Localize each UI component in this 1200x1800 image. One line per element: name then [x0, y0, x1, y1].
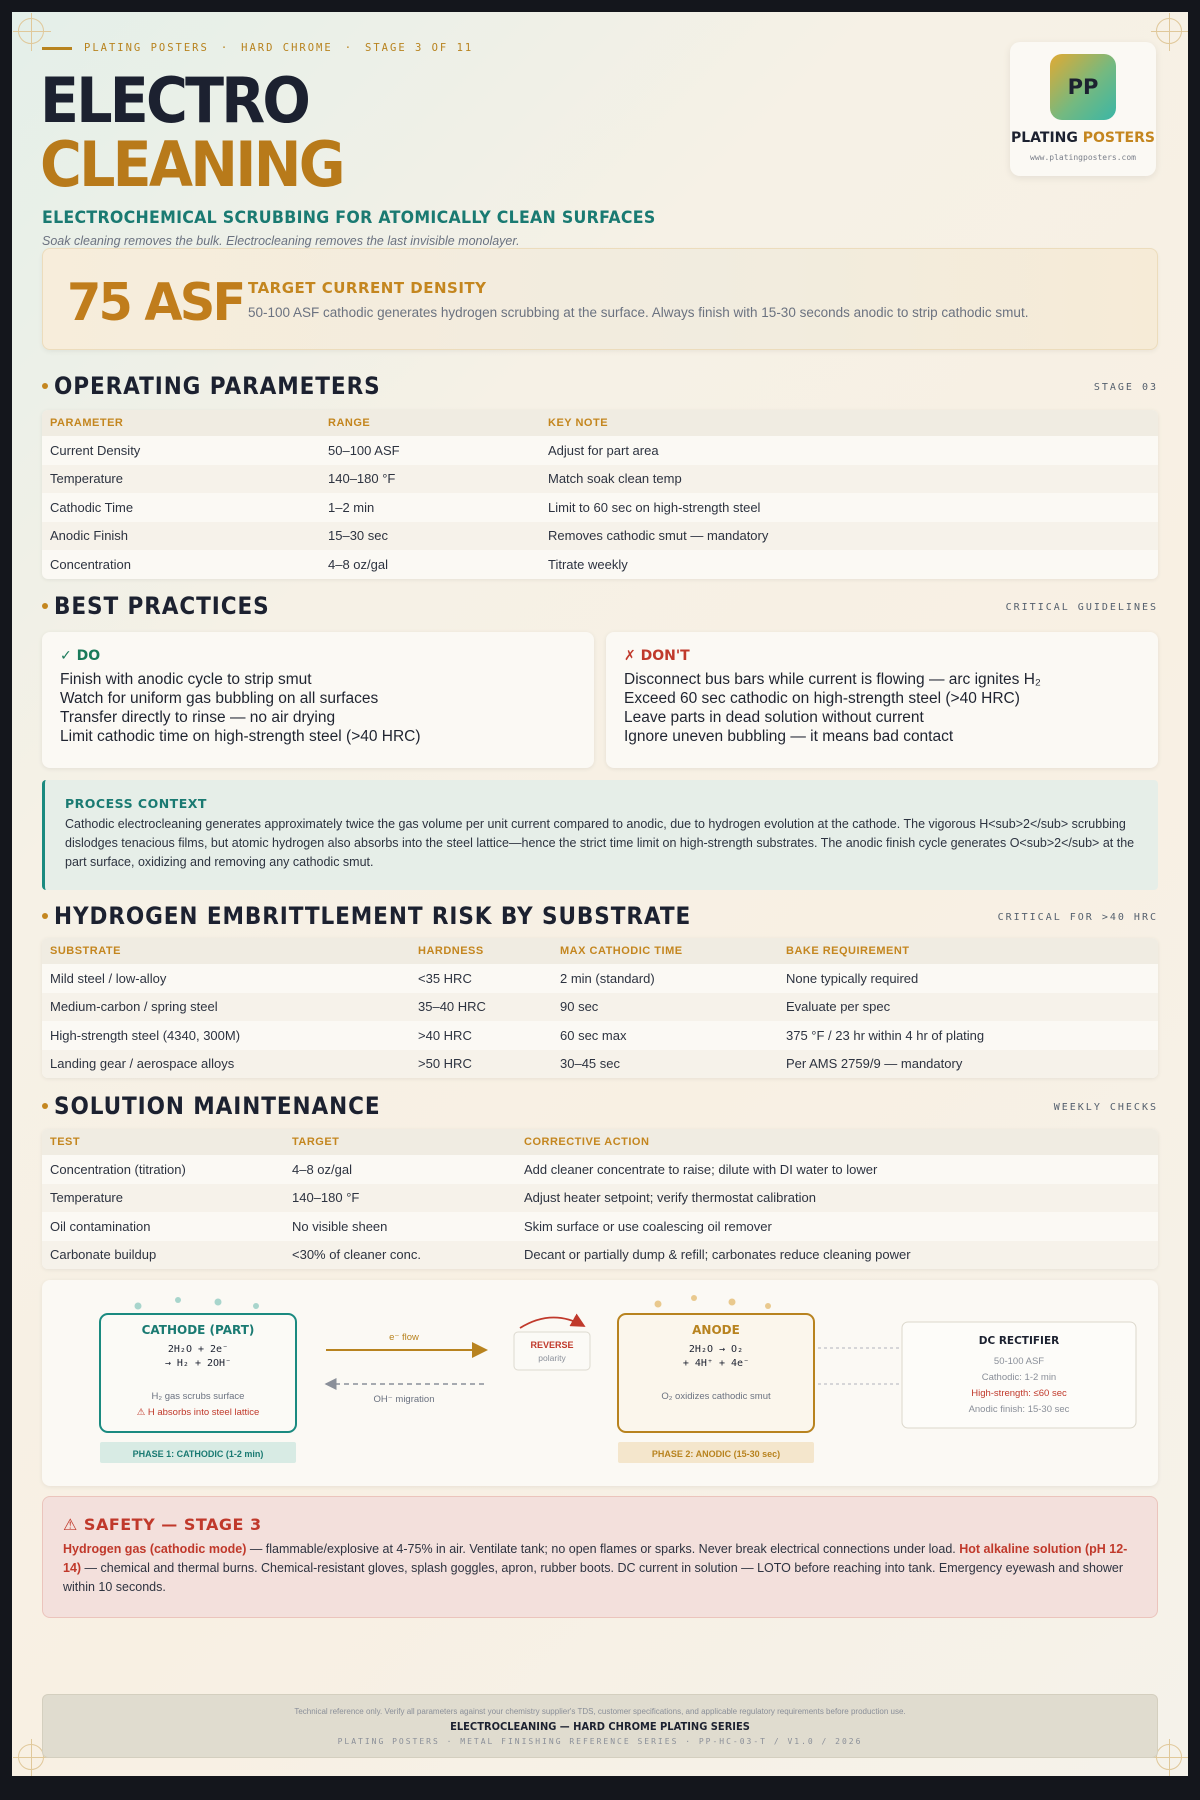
table-header-row	[42, 938, 1158, 964]
section-title: SOLUTION MAINTENANCE	[54, 1092, 381, 1120]
operating-table	[42, 410, 1158, 579]
table-row	[42, 1021, 1158, 1050]
polarity-label: polarity	[538, 1353, 566, 1363]
table-cell: Carbonate buildup	[42, 1241, 284, 1270]
electron-flow-label: e⁻ flow	[389, 1332, 419, 1343]
kicker-stage: STAGE 3 OF 11	[365, 42, 474, 54]
safety-highlight: Hydrogen gas (cathodic mode)	[63, 1542, 247, 1556]
section-title: OPERATING PARAMETERS	[54, 372, 381, 400]
context-heading: PROCESS CONTEXT	[65, 796, 207, 811]
electrochemistry-diagram	[42, 1280, 1158, 1486]
title-line-1: ELECTRO	[40, 64, 309, 137]
title-line-2: CLEANING	[40, 128, 343, 201]
diagram-svg	[42, 1280, 1158, 1486]
table-header-row	[42, 410, 1158, 436]
oxygen-bubbles	[655, 1295, 772, 1309]
kicker-separator: ·	[220, 42, 230, 54]
reverse-label: REVERSE	[530, 1340, 574, 1350]
safety-heading: ⚠ SAFETY — STAGE 3	[63, 1515, 262, 1534]
hero-value: 75 ASF	[67, 273, 244, 333]
embrittlement-table	[42, 938, 1158, 1078]
hero-description: 50-100 ASF cathodic generates hydrogen scrubbing at the surface. Always finish with 15-30 seconds anodic to strip cathodic smut.	[248, 305, 1029, 320]
table-cell: 4–8 oz/gal	[328, 556, 388, 572]
table-cell: Decant or partially dump & refill; carbonates reduce cleaning power	[516, 1241, 1158, 1270]
cathode-phase-label: PHASE 1: CATHODIC (1-2 min)	[132, 1449, 264, 1459]
column-header: SUBSTRATE	[42, 938, 410, 964]
table-cell: 4–8 oz/gal	[292, 1161, 352, 1177]
safety-highlight: Hot alkaline solution (pH 12-14)	[63, 1542, 1128, 1575]
table-row	[42, 1241, 1158, 1270]
table-row	[42, 522, 1158, 551]
section-tag: WEEKLY CHECKS	[1053, 1102, 1158, 1113]
list-item: Finish with anodic cycle to strip smut	[60, 671, 312, 688]
safety-body: — flammable/explosive at 4-75% in air. Ventilate tank; no open flames or sparks. Never break electrical connections under load.	[246, 1542, 960, 1556]
reverse-arc-icon	[520, 1317, 584, 1328]
table-cell: Adjust for part area	[548, 442, 659, 458]
crosshair-top-right	[1156, 18, 1182, 44]
column-header: MAX CATHODIC TIME	[552, 938, 778, 964]
maintenance-heading	[42, 1092, 417, 1120]
cathode-equation-2: → H₂ + 2OH⁻	[164, 1358, 232, 1369]
logo-name-part2: POSTERS	[1082, 130, 1155, 146]
table-row	[42, 550, 1158, 579]
table-cell: Limit to 60 sec on high-strength steel	[548, 499, 761, 515]
kicker-bar	[42, 47, 72, 50]
kicker-brand: PLATING POSTERS	[84, 42, 209, 54]
table-row	[42, 964, 1158, 993]
logo-url: www.platingposters.com	[1030, 153, 1136, 162]
table-row	[42, 1184, 1158, 1213]
cathode-note-2: ⚠ H absorbs into steel lattice	[136, 1407, 260, 1418]
rectifier-title: DC RECTIFIER	[978, 1335, 1060, 1347]
rectifier-line: Anodic finish: 15-30 sec	[968, 1404, 1070, 1415]
table-cell: 140–180 °F	[320, 465, 540, 494]
cathode-equation-1: 2H₂O + 2e⁻	[167, 1344, 229, 1355]
table-cell: No visible sheen	[292, 1218, 388, 1234]
table-cell: 60 sec max	[560, 1027, 627, 1043]
table-cell: Concentration	[50, 556, 131, 572]
hydrogen-bubbles	[135, 1297, 260, 1310]
crosshair-bottom-left	[18, 1744, 44, 1770]
anode-title: ANODE	[692, 1323, 740, 1337]
rectifier-line: Cathodic: 1-2 min	[981, 1372, 1057, 1383]
operating-heading	[42, 372, 417, 400]
anode-note: O₂ oxidizes cathodic smut	[661, 1391, 771, 1402]
table-cell: <35 HRC	[418, 970, 472, 986]
do-heading: ✓ DO	[60, 648, 101, 664]
table-cell: 30–45 sec	[552, 1050, 778, 1079]
hydroxide-migration-label: OH⁻ migration	[373, 1394, 435, 1405]
table-cell: Add cleaner concentrate to raise; dilute with DI water to lower	[524, 1161, 878, 1177]
section-tag: CRITICAL FOR >40 HRC	[997, 912, 1158, 923]
footer	[42, 1694, 1158, 1758]
table-cell: Skim surface or use coalescing oil remover	[524, 1218, 772, 1234]
table-cell: Current Density	[50, 442, 141, 458]
footer-series: ELECTROCLEANING — HARD CHROME PLATING SERIES	[450, 1720, 750, 1733]
rectifier-line: 50-100 ASF	[993, 1356, 1045, 1367]
section-title: BEST PRACTICES	[54, 592, 270, 620]
dont-card	[606, 632, 1158, 768]
column-header: TEST	[42, 1129, 284, 1155]
table-cell: 140–180 °F	[284, 1184, 516, 1213]
table-row	[42, 1155, 1158, 1184]
table-cell: Medium-carbon / spring steel	[42, 993, 410, 1022]
crosshair-top-left	[18, 18, 44, 44]
list-item: Disconnect bus bars while current is flowing — arc ignites H₂	[624, 671, 1041, 688]
column-header: TARGET	[284, 1129, 516, 1155]
column-header: RANGE	[320, 410, 540, 436]
table-row	[42, 993, 1158, 1022]
table-cell: Anodic Finish	[42, 522, 320, 551]
table-cell: Titrate weekly	[548, 556, 628, 572]
table-cell: Cathodic Time	[50, 499, 134, 515]
column-header: KEY NOTE	[540, 410, 1158, 436]
table-cell: Mild steel / low-alloy	[50, 970, 167, 986]
section-tag: STAGE 03	[1093, 382, 1158, 393]
table-cell: Temperature	[42, 465, 320, 494]
table-row	[42, 436, 1158, 465]
cathode-note-1: H₂ gas scrubs surface	[151, 1391, 245, 1402]
cathode-title: CATHODE (PART)	[141, 1323, 255, 1337]
kicker-separator: ·	[344, 42, 354, 54]
safety-text	[63, 1540, 1137, 1597]
section-tag: CRITICAL GUIDELINES	[1005, 602, 1158, 613]
list-item: Exceed 60 sec cathodic on high-strength steel (>40 HRC)	[624, 690, 1020, 707]
anode-equation-2: + 4H⁺ + 4e⁻	[682, 1358, 750, 1369]
column-header: HARDNESS	[410, 938, 552, 964]
table-cell: <30% of cleaner conc.	[284, 1241, 516, 1270]
list-item: Ignore uneven bubbling — it means bad contact	[624, 728, 954, 745]
table-cell: 50–100 ASF	[328, 442, 400, 458]
safety-body: — chemical and thermal burns. Chemical-resistant gloves, splash goggles, apron, rubber boots. DC current in solution — LOTO before reaching into tank. Emergency eyewash and shower within 10 seconds.	[63, 1561, 1124, 1594]
embrittlement-heading	[42, 902, 762, 930]
kicker-series: HARD CHROME	[241, 42, 333, 54]
bullet-dot	[42, 603, 48, 609]
column-header: BAKE REQUIREMENT	[778, 938, 1158, 964]
table-cell: 2 min (standard)	[560, 970, 655, 986]
logo-name	[1010, 130, 1156, 146]
table-cell: None typically required	[786, 970, 919, 986]
list-item: Transfer directly to rinse — no air drying	[60, 709, 336, 726]
rectifier-line-warning: High-strength: ≤60 sec	[971, 1388, 1067, 1399]
reverse-polarity-box	[514, 1332, 590, 1370]
bullet-dot	[42, 1103, 48, 1109]
crosshair-bottom-right	[1156, 1744, 1182, 1770]
bullet-dot	[42, 913, 48, 919]
safety-callout	[42, 1496, 1158, 1618]
table-cell: Temperature	[42, 1184, 284, 1213]
hero-callout	[42, 248, 1158, 350]
context-text: Cathodic electrocleaning generates approximately twice the gas volume per unit current compared to anodic, due to hydrogen evolution at the cathode. The vigorous H<sub>2</sub> scrubbing dislodges tenacious films, but atomic hydrogen also absorbs into the steel lattice—hence the strict time limit on high-strength substrates. The anodic finish cycle generates O<sub>2</sub> at the part surface, oxidizing and removing any cathodic smut.	[65, 817, 1135, 869]
table-row	[42, 493, 1158, 522]
table-cell: Concentration (titration)	[50, 1161, 186, 1177]
table-cell: 15–30 sec	[320, 522, 540, 551]
process-context	[42, 780, 1158, 890]
table-cell: Landing gear / aerospace alloys	[42, 1050, 410, 1079]
footer-disclaimer: Technical reference only. Verify all parameters against your chemistry supplier's TDS, customer specifications, and applicable regulatory requirements before production use.	[294, 1707, 906, 1716]
logo-mark: PP	[1050, 54, 1116, 120]
poster	[12, 12, 1188, 1776]
table-cell: Per AMS 2759/9 — mandatory	[778, 1050, 1158, 1079]
subtitle: ELECTROCHEMICAL SCRUBBING FOR ATOMICALLY CLEAN SURFACES	[42, 208, 656, 228]
list-item: Limit cathodic time on high-strength steel (>40 HRC)	[60, 728, 421, 745]
table-header-row	[42, 1129, 1158, 1155]
table-cell: >50 HRC	[410, 1050, 552, 1079]
maintenance-table	[42, 1129, 1158, 1269]
table-row	[42, 465, 1158, 494]
logo-card	[1010, 42, 1156, 176]
table-cell: 90 sec	[552, 993, 778, 1022]
table-cell: Oil contamination	[50, 1218, 151, 1234]
table-cell: Evaluate per spec	[778, 993, 1158, 1022]
footer-meta: PLATING POSTERS · METAL FINISHING REFERENCE SERIES · PP-HC-03-T / V1.0 / 2026	[337, 1737, 863, 1746]
hero-label: TARGET CURRENT DENSITY	[248, 279, 487, 297]
do-card	[42, 632, 594, 768]
table-cell: Removes cathodic smut — mandatory	[540, 522, 1158, 551]
dont-heading: ✗ DON'T	[624, 648, 690, 664]
bullet-dot	[42, 383, 48, 389]
table-cell: 35–40 HRC	[410, 993, 552, 1022]
table-row	[42, 1212, 1158, 1241]
table-cell: >40 HRC	[418, 1027, 472, 1043]
column-header: CORRECTIVE ACTION	[516, 1129, 1158, 1155]
practices-heading	[42, 592, 294, 620]
kicker	[42, 42, 473, 54]
table-row	[42, 1050, 1158, 1079]
anode-phase-label: PHASE 2: ANODIC (15-30 sec)	[651, 1449, 781, 1459]
table-cell: High-strength steel (4340, 300M)	[50, 1027, 241, 1043]
section-title: HYDROGEN EMBRITTLEMENT RISK BY SUBSTRATE	[54, 902, 692, 930]
table-cell: 375 °F / 23 hr within 4 hr of plating	[786, 1027, 985, 1043]
table-cell: Match soak clean temp	[540, 465, 1158, 494]
logo-name-part1: PLATING	[1010, 130, 1078, 146]
list-item: Leave parts in dead solution without current	[624, 709, 924, 726]
column-header: PARAMETER	[42, 410, 320, 436]
table-cell: Adjust heater setpoint; verify thermostat calibration	[516, 1184, 1158, 1213]
anode-equation-1: 2H₂O → O₂	[688, 1344, 744, 1355]
table-cell: 1–2 min	[328, 499, 375, 515]
list-item: Watch for uniform gas bubbling on all surfaces	[60, 690, 379, 707]
tagline: Soak cleaning removes the bulk. Electrocleaning removes the last invisible monolayer.	[42, 234, 520, 248]
